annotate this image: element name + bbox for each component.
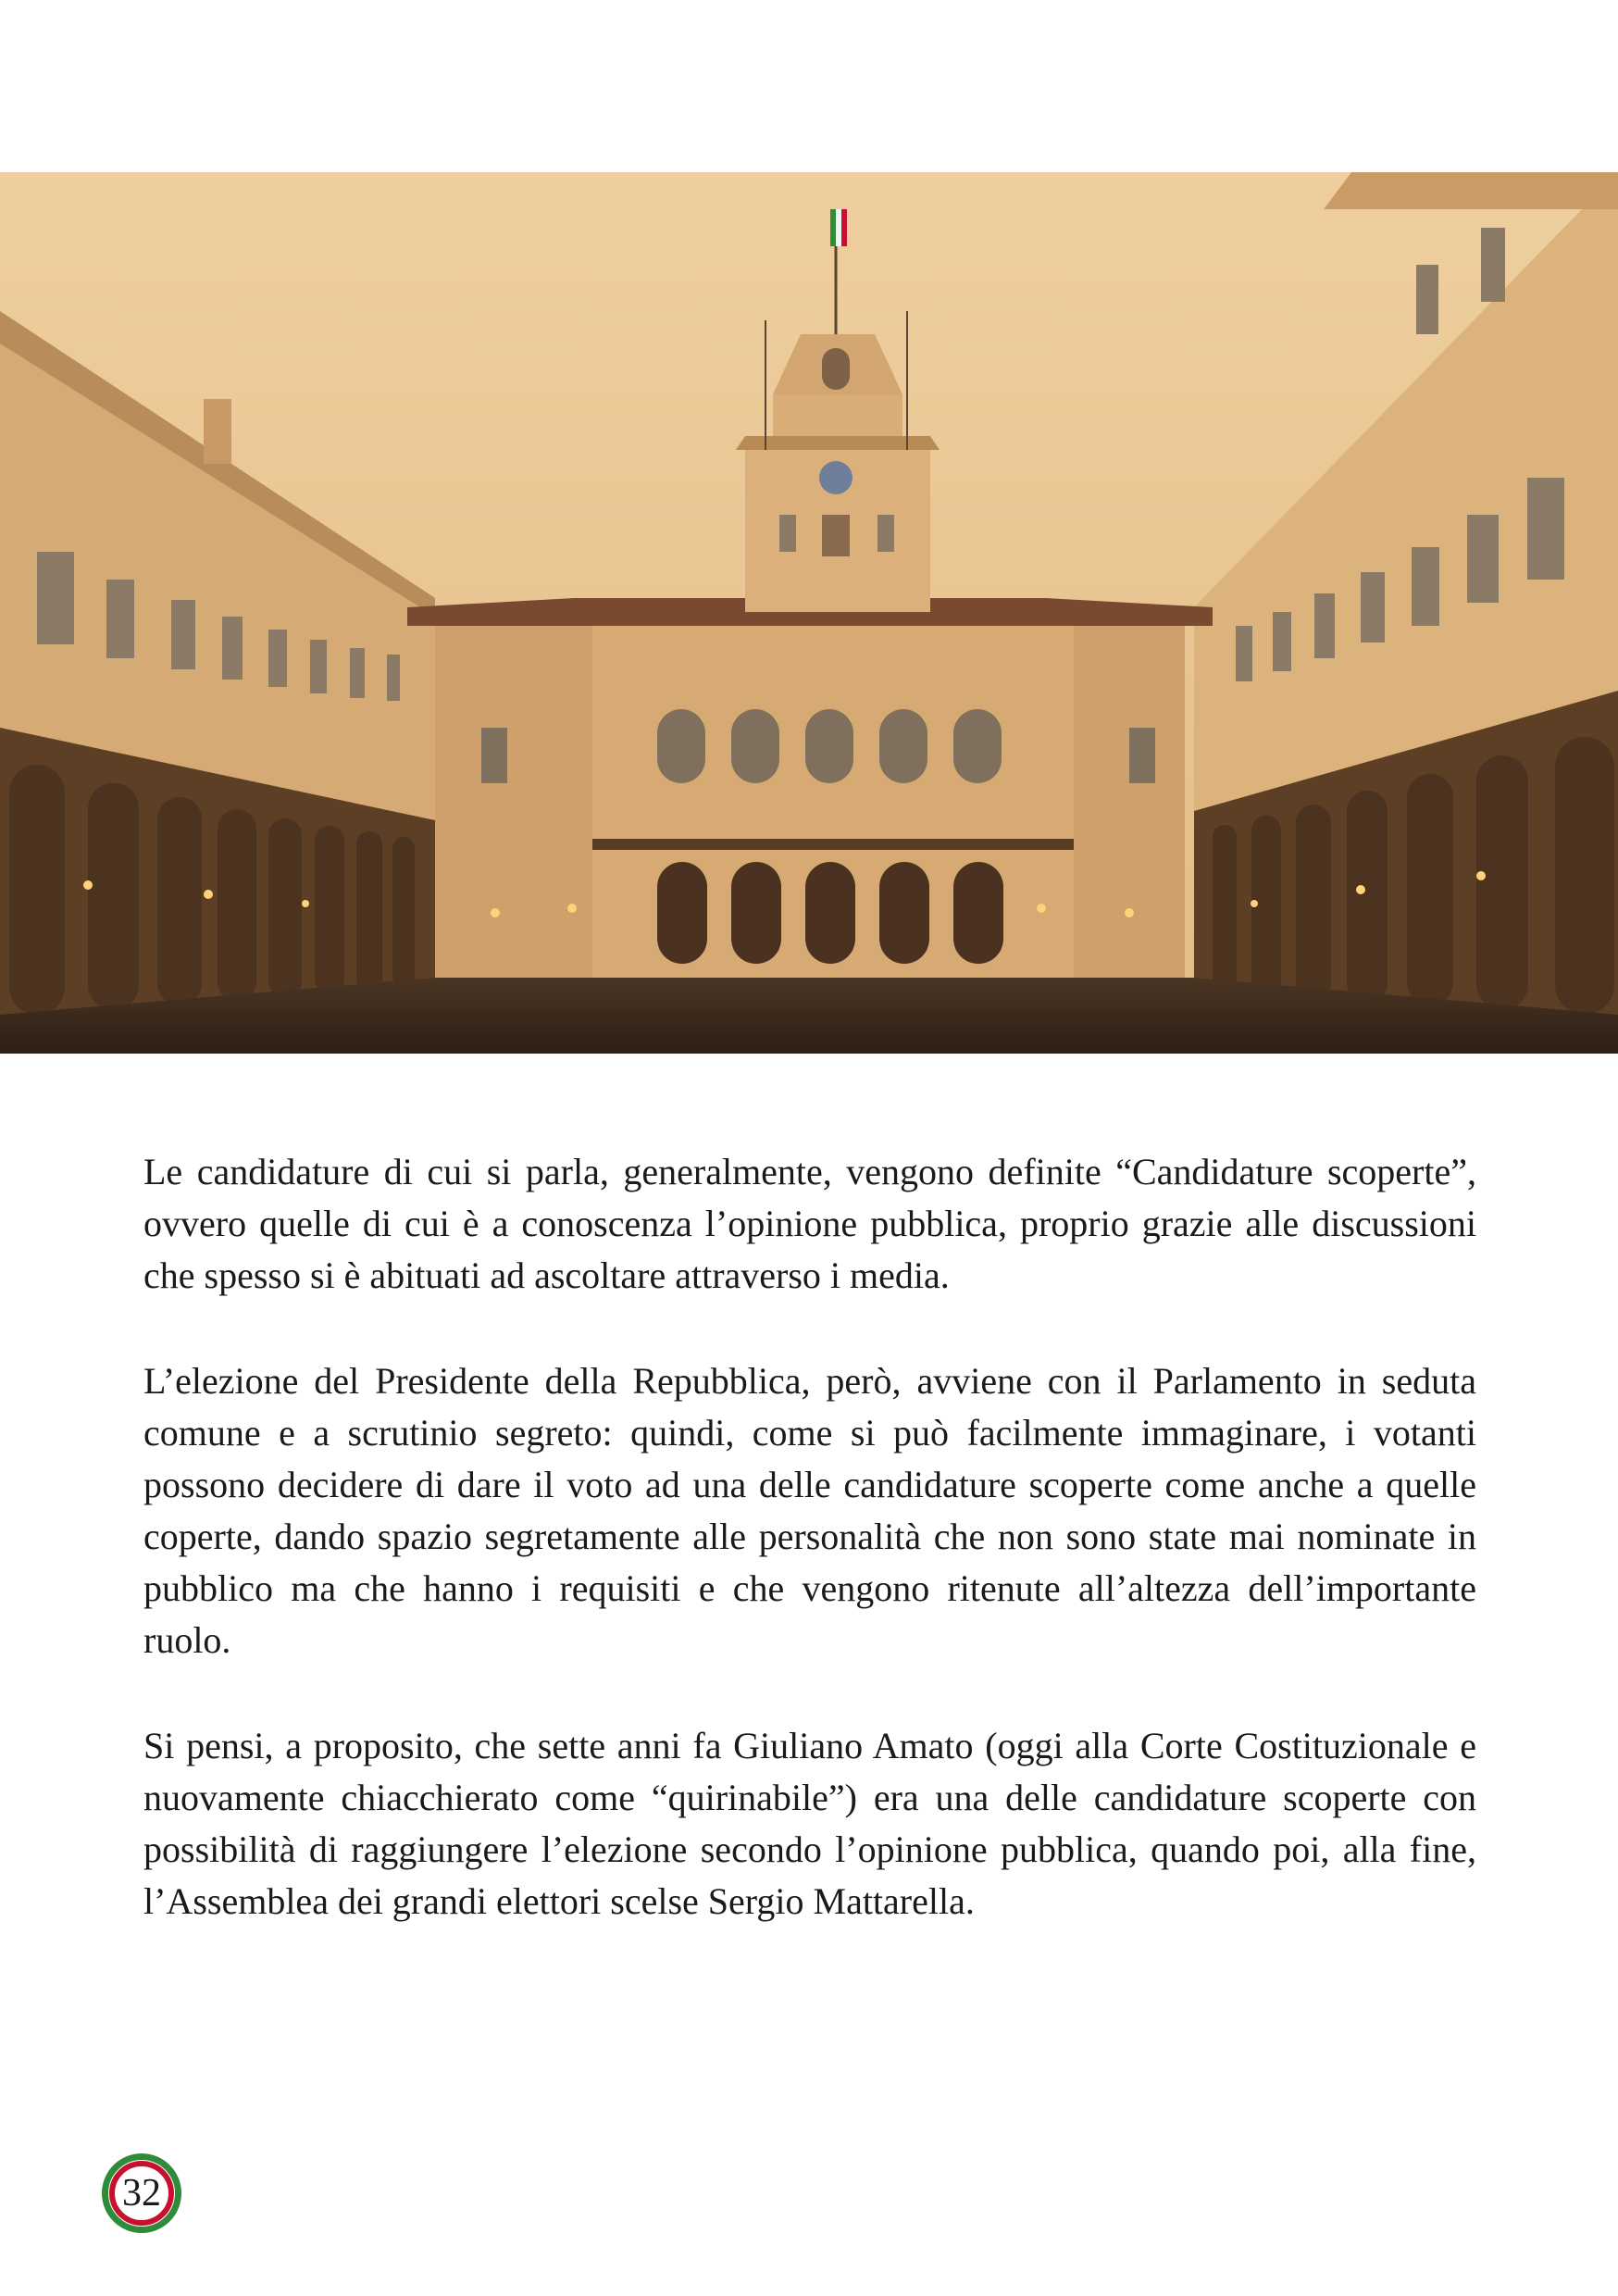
page-number-badge <box>102 2153 181 2233</box>
page-number: 32 <box>122 2172 161 2215</box>
paragraph-2: L’elezione del Presidente della Repubblica, però, avviene con il Parlamento in seduta comune e a scrutinio segreto: quindi, come si può facilmente immaginare, i votanti possono decidere di dare il voto ad una delle candidature scoperte come anche a quelle coperte, dando spazio segretamente alle personalità che non sono state mai nominate in pubblico ma che hanno i requisiti e che vengono ritenute all’altezza dell’importante ruolo. <box>143 1360 1476 1661</box>
paragraph-3: Si pensi, a proposito, che sette anni fa Giuliano Amato (oggi alla Corte Costituzionale e nuovamente chiacchierato come “quirinabile”) era una delle candidature scoperte con possibilità di raggiungere l’elezione secondo l’opinione pubblica, quando poi, alla fine, l’Assemblea dei grandi elettori scelse Sergio Mattarella. <box>143 1725 1476 1922</box>
article-body <box>143 1146 1476 1981</box>
quirinale-illustration <box>0 172 1618 1054</box>
quirinale-photo <box>0 172 1618 1054</box>
paragraph-1: Le candidature di cui si parla, generalmente, vengono definite “Candidature scoperte”, ovvero quelle di cui è a conoscenza l’opinione pubblica, proprio grazie alle discussioni che spesso si è abituati ad ascoltare attraverso i media. <box>143 1151 1476 1296</box>
